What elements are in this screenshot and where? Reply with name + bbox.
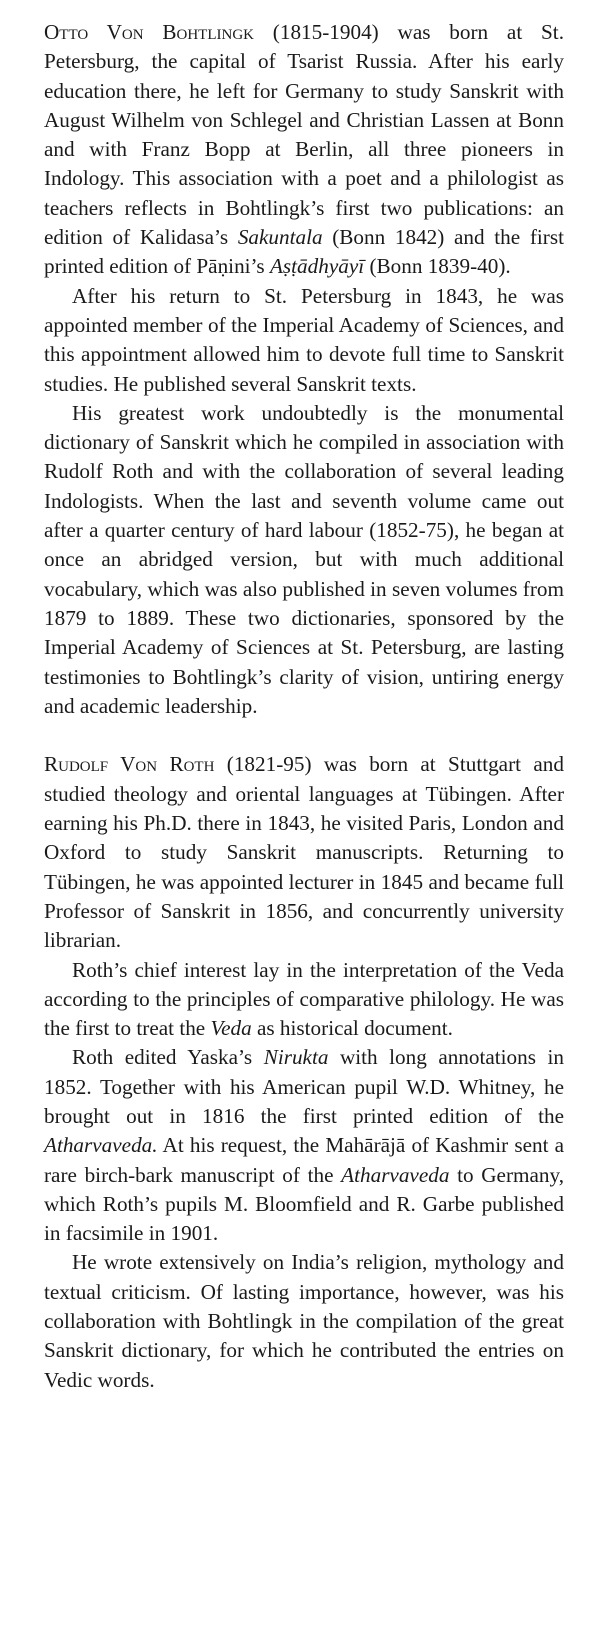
section-divider [44,721,564,750]
text-run: His greatest work undoubtedly is the monumental dictionary of Sanskrit which he compiled in association with Rudolf Roth and with the collaboration of several leading Indologists. When the last and seventh volume came out after a quarter century of hard labour (1852-75), he began at once an abridged version, but with much additional vocabulary, which was also published in seven volumes from 1879 to 1889. These two dictionaries, sponsored by the Imperial Academy of Sciences at St. Petersburg, are lasting testimonies to Bohtlingk’s clarity of vision, untiring energy and academic leadership. [44,400,564,718]
text-run: At his request, the Mahārājā of Kashmir sent a rare birch-bark manuscript of the [44,1133,564,1187]
bio-paragraph [44,282,564,399]
text-run: He wrote extensively on India’s religion, mythology and textual criticism. Of lasting importance, however, was his collaboration with Bohtlingk in the compilation of the great Sanskrit dictionary, for which he contributed the entries on Vedic words. [44,1250,564,1392]
text-run: After his return to St. Petersburg in 1843, he was appointed member of the Imperial Academy of Sciences, and this appointment allowed him to devote full time to Sanskrit studies. He published several Sanskrit texts. [44,283,564,396]
bio-paragraph-intro [44,18,564,282]
text-run: to Germany, which Roth’s pupils M. Bloomfield and R. Garbe published in facsimile in 1901. [44,1162,565,1246]
bio-paragraph [44,1043,564,1248]
person-name: Rudolf Von Roth [44,752,215,777]
bio-paragraph-intro [44,750,564,955]
work-title: Aṣṭādhyāyī [269,254,365,279]
text-run: (1815-1904) was born at St. Petersburg, the capital of Tsarist Russia. After his early education there, he left for Germany to study Sanskrit with August Wilhelm von Schlegel and Christian Lassen at Bonn and with Franz Bopp at Berlin, all three pioneers in Indology. This association with a poet and a philologist as teachers reflects in Bohtlingk’s first two publications: an edition of Kalidasa’s [44,20,564,250]
document-page [44,18,564,1395]
bio-paragraph [44,956,564,1044]
bio-section-roth [44,750,564,1395]
text-run: Roth edited Yaska’s [72,1045,264,1070]
text-run: (1821-95) was born at Stuttgart and studied theology and oriental languages at Tübingen. After earning his Ph.D. there in 1843, he visited Paris, London and Oxford to study Sanskrit manuscripts. Returning to Tübingen, he was appointed lecturer in 1845 and became full Professor of Sanskrit in 1856, and concurrently university librarian. [44,752,564,953]
work-title: Atharvaveda. [44,1133,158,1158]
text-run: as historical document. [251,1016,453,1041]
bio-paragraph [44,399,564,721]
text-run: (Bonn 1842) and the first printed edition of Pāṇini’s [44,225,564,279]
bio-section-bohtlingk [44,18,564,721]
work-title: Atharvaveda [341,1162,450,1187]
work-title: Nirukta [263,1045,329,1070]
text-run: (Bonn 1839-40). [364,254,511,279]
text-run: Roth’s chief interest lay in the interpretation of the Veda according to the principles of comparative philology. He was the first to treat the [44,957,564,1041]
work-title: Veda [210,1016,252,1041]
bio-paragraph [44,1248,564,1394]
person-name: Otto Von Bohtlingk [44,20,254,44]
work-title: Sakuntala [237,225,323,250]
text-run: with long annotations in 1852. Together with his American pupil W.D. Whitney, he brought out in 1816 the first printed edition of the [44,1045,564,1128]
